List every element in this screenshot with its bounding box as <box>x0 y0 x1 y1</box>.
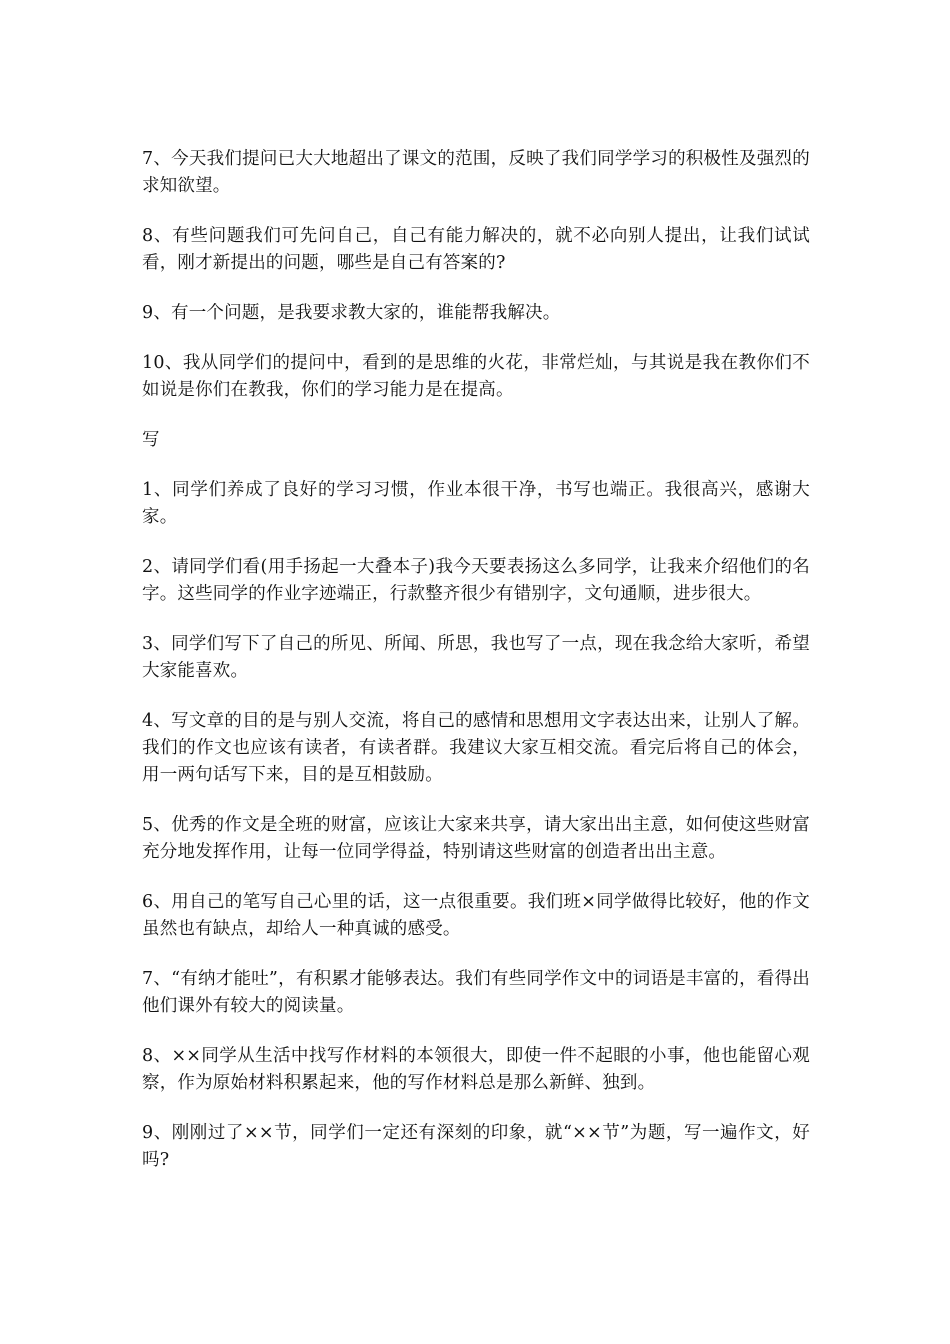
writing-paragraph-8: 8、××同学从生活中找写作材料的本领很大，即使一件不起眼的小事，他也能留心观察，作为原始材料积累起来，他的写作材料总是那么新鲜、独到。 <box>142 1046 810 1093</box>
paragraph-9: 9、有一个问题，是我要求教大家的，谁能帮我解决。 <box>142 303 561 323</box>
writing-paragraph-5: 5、优秀的作文是全班的财富，应该让大家来共享，请大家出出主意，如何使这些财富充分地发挥作用，让每一位同学得益，特别请这些财富的创造者出出主意。 <box>142 815 810 862</box>
paragraph-7: 7、今天我们提问已大大地超出了课文的范围，反映了我们同学学习的积极性及强烈的求知欲望。 <box>142 149 810 196</box>
paragraph-10: 10、我从同学们的提问中，看到的是思维的火花，非常烂灿，与其说是我在教你们不如说是你们在教我，你们的学习能力是在提高。 <box>142 353 810 400</box>
writing-paragraph-1: 1、同学们养成了良好的学习习惯，作业本很干净，书写也端正。我很高兴，感谢大家。 <box>142 480 810 527</box>
paragraph-8: 8、有些问题我们可先问自己，自己有能力解决的，就不必向别人提出，让我们试试看，刚才新提出的问题，哪些是自己有答案的? <box>142 226 810 273</box>
writing-paragraph-2: 2、请同学们看(用手扬起一大叠本子)我今天要表扬这么多同学，让我来介绍他们的名字。这些同学的作业字迹端正，行款整齐很少有错别字，文句通顺，进步很大。 <box>142 557 810 604</box>
writing-paragraph-9: 9、刚刚过了××节，同学们一定还有深刻的印象，就“××节”为题，写一遍作文，好吗? <box>142 1123 810 1170</box>
writing-paragraph-6: 6、用自己的笔写自己心里的话，这一点很重要。我们班×同学做得比较好，他的作文虽然也有缺点，却给人一种真诚的感受。 <box>142 892 810 939</box>
writing-paragraph-3: 3、同学们写下了自己的所见、所闻、所思，我也写了一点，现在我念给大家听，希望大家能喜欢。 <box>142 634 810 681</box>
writing-paragraph-7: 7、“有纳才能吐”，有积累才能够表达。我们有些同学作文中的词语是丰富的，看得出他们课外有较大的阅读量。 <box>142 969 810 1016</box>
section-heading: 写 <box>142 430 160 450</box>
writing-paragraph-4: 4、写文章的目的是与别人交流，将自己的感情和思想用文字表达出来，让别人了解。我们的作文也应该有读者，有读者群。我建议大家互相交流。看完后将自己的体会，用一两句话写下来，目的是互相鼓励。 <box>142 711 810 785</box>
document-body <box>142 146 810 1197</box>
